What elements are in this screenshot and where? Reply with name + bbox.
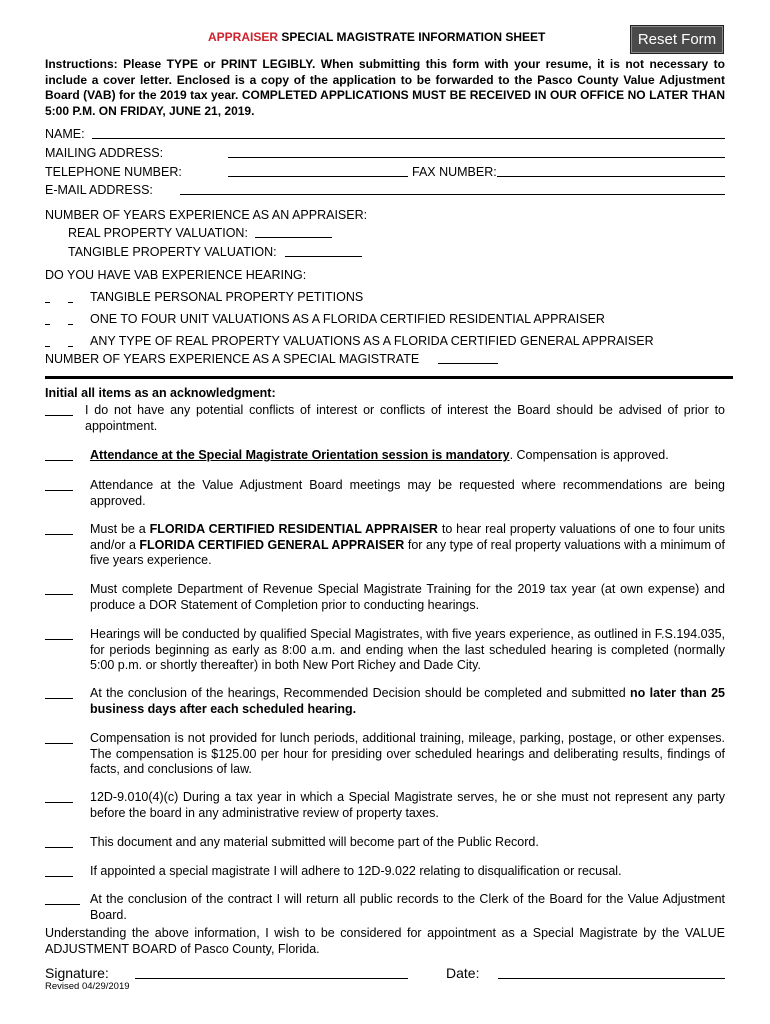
real-property-label: REAL PROPERTY VALUATION: [68, 226, 248, 240]
vab-heading: DO YOU HAVE VAB EXPERIENCE HEARING: [45, 268, 307, 282]
vab-option-label: TANGIBLE PERSONAL PROPERTY PETITIONS [90, 290, 364, 304]
instructions: Instructions: Please TYPE or PRINT LEGIBLY. When submitting this form with your resume, it is not necessary to include a cover letter. Enclosed is a copy of the application to be forwarded to the Pasco County Value Adjustment Board (VAB) for the 2019 tax year. COMPLETED APPLICATIONS MUST BE RECEIVED IN OUR OFFICE NO LATER THAN 5:00 P.M. ON FRIDAY, JUNE 21, 2019. [45, 57, 725, 118]
vab-option-label: ANY TYPE OF REAL PROPERTY VALUATIONS AS A FLORIDA CERTIFIED GENERAL APPRAISER [90, 334, 654, 348]
fax-label: FAX NUMBER: [412, 165, 497, 179]
ack-text: Compensation is not provided for lunch periods, additional training, mileage, parking, postage, or other expenses. The compensation is $125.00 per hour for presiding over scheduled hearings and deliberating results, findings of facts, and conclusions of law. [90, 731, 725, 776]
ack-part: At the conclusion of the hearings, Recommended Decision should be completed and submitted [90, 686, 631, 700]
ack-text: Attendance at the Value Adjustment Board meetings may be requested where recommendations are being approved. [90, 478, 725, 508]
ack-bold: FLORIDA CERTIFIED GENERAL APPRAISER [139, 537, 405, 552]
vab-option-row [45, 334, 91, 352]
ack-heading: Initial all items as an acknowledgment: [45, 386, 276, 400]
email-field[interactable] [180, 194, 725, 195]
ack-text [90, 686, 725, 717]
initial-blank[interactable] [45, 314, 50, 325]
name-label: NAME: [45, 127, 85, 141]
initial-blank[interactable] [68, 292, 73, 303]
initial-blank[interactable] [68, 314, 73, 325]
tangible-property-field[interactable] [285, 256, 362, 257]
ack-text [90, 522, 725, 569]
vab-option-row [45, 290, 91, 308]
initial-blank[interactable] [45, 415, 73, 416]
ack-part: for any type of real property valuations with a minimum of five years experience. [90, 537, 725, 567]
telephone-field[interactable] [228, 176, 408, 177]
initial-blank[interactable] [45, 802, 73, 803]
name-field[interactable] [92, 138, 725, 139]
initial-blank[interactable] [45, 460, 73, 461]
page-title [208, 30, 545, 44]
ack-text: Must complete Department of Revenue Special Magistrate Training for the 2019 tax year (at own expense) and produce a DOR Statement of Completion prior to conducting hearings. [90, 582, 725, 612]
email-label: E-MAIL ADDRESS: [45, 183, 153, 197]
closing-statement: Understanding the above information, I wish to be considered for appointment as a Special Magistrate by the VALUE ADJUSTMENT BOARD of Pasco County, Florida. [45, 926, 725, 956]
initial-blank[interactable] [45, 336, 50, 347]
initial-blank[interactable] [45, 904, 80, 905]
initial-blank[interactable] [45, 698, 73, 699]
ack-text: If appointed a special magistrate I will adhere to 12D-9.022 relating to disqualification or recusal. [90, 864, 622, 878]
title-rest: SPECIAL MAGISTRATE INFORMATION SHEET [278, 30, 546, 44]
title-appraiser: APPRAISER [208, 30, 279, 44]
mailing-address-label: MAILING ADDRESS: [45, 146, 164, 160]
initial-blank[interactable] [45, 534, 73, 535]
initial-blank[interactable] [45, 743, 73, 744]
telephone-label: TELEPHONE NUMBER: [45, 165, 182, 179]
ack-bold: Attendance at the Special Magistrate Orientation session is mandatory [90, 448, 510, 462]
initial-blank[interactable] [68, 336, 73, 347]
ack-part: Must be a [90, 522, 150, 536]
initial-blank[interactable] [45, 594, 73, 595]
ack-text: 12D-9.010(4)(c) During a tax year in which a Special Magistrate serves, he or she must not represent any party before the board in any administrative review of property taxes. [90, 790, 725, 820]
initial-blank[interactable] [45, 292, 50, 303]
vab-option-label: ONE TO FOUR UNIT VALUATIONS AS A FLORIDA CERTIFIED RESIDENTIAL APPRAISER [90, 312, 605, 326]
signature-field[interactable] [135, 978, 408, 979]
signature-label: Signature: [45, 965, 109, 981]
ack-text: This document and any material submitted will become part of the Public Record. [90, 835, 539, 849]
reset-form-button[interactable]: Reset Form [631, 26, 723, 53]
mailing-address-field[interactable] [228, 157, 725, 158]
real-property-field[interactable] [255, 237, 332, 238]
ack-text: Hearings will be conducted by qualified Special Magistrates, with five years experience, as outlined in F.S.194.035, for periods beginning as early as 8:00 a.m. and ending when the last scheduled hearing is completed (normally 5:00 p.m. or shortly thereafter) in both New Port Richey and Dade City. [90, 627, 725, 672]
date-field[interactable] [498, 978, 725, 979]
ack-text: At the conclusion of the contract I will return all public records to the Clerk of the Board for the Value Adjustment Board. [90, 892, 725, 922]
section-divider [45, 376, 733, 379]
initial-blank[interactable] [45, 847, 73, 848]
ack-bold: no later than 25 business days after each scheduled hearing. [90, 686, 725, 716]
initial-blank[interactable] [45, 490, 73, 491]
magistrate-experience-label: NUMBER OF YEARS EXPERIENCE AS A SPECIAL MAGISTRATE [45, 352, 420, 366]
revised-date: Revised 04/29/2019 [45, 981, 130, 992]
tangible-property-label: TANGIBLE PROPERTY VALUATION: [68, 245, 277, 259]
fax-field[interactable] [497, 176, 725, 177]
date-label: Date: [446, 965, 480, 981]
magistrate-experience-field[interactable] [438, 363, 498, 364]
initial-blank[interactable] [45, 876, 73, 877]
ack-text: I do not have any potential conflicts of interest or conflicts of interest the Board should be advised of prior to appointment. [85, 403, 725, 433]
initial-blank[interactable] [45, 639, 73, 640]
ack-part: to hear real property valuations of one to four units and/or a [90, 522, 725, 552]
experience-heading: NUMBER OF YEARS EXPERIENCE AS AN APPRAISER: [45, 208, 368, 222]
ack-text [90, 448, 725, 464]
vab-option-row [45, 312, 91, 330]
ack-rest: . Compensation is approved. [509, 448, 669, 462]
ack-bold: FLORIDA CERTIFIED RESIDENTIAL APPRAISER [149, 522, 438, 536]
